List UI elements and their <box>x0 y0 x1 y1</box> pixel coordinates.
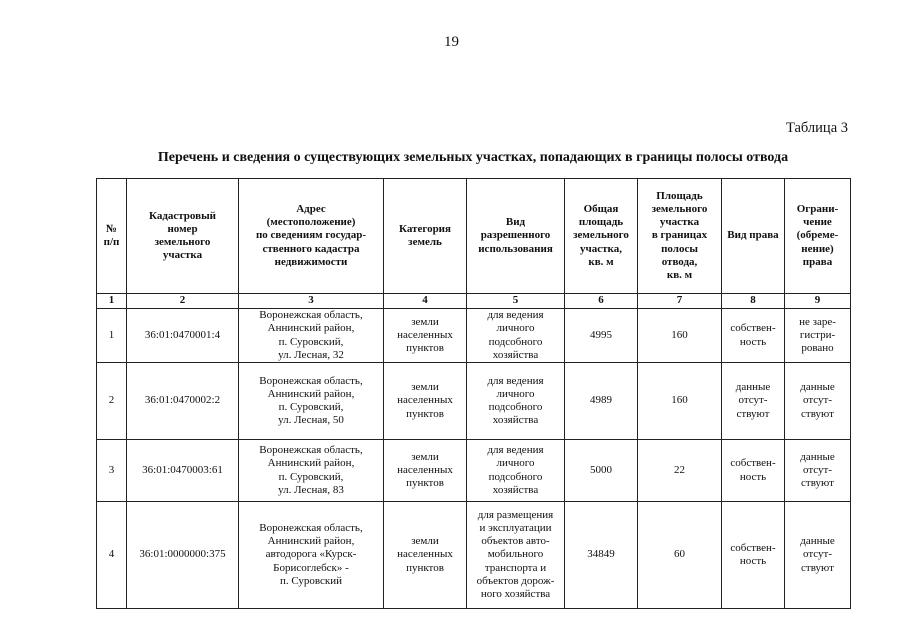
right-type: собствен- ность <box>722 440 785 502</box>
column-number: 2 <box>127 294 239 309</box>
table-header-row <box>97 179 851 294</box>
address: Воронежская область, Аннинский район, автодорога «Курск- Борисоглебск» - п. Суровский <box>239 502 384 609</box>
row-number: 4 <box>97 502 127 609</box>
total-area: 4995 <box>565 309 638 363</box>
permitted-use: для ведения личного подсобного хозяйства <box>467 363 565 440</box>
cadastral-number: 36:01:0000000:375 <box>127 502 239 609</box>
total-area: 34849 <box>565 502 638 609</box>
header-cell-total-area: Общая площадь земельного участка, кв. м <box>565 179 638 294</box>
restriction: не заре- гистри- ровано <box>785 309 851 363</box>
strip-area: 60 <box>638 502 722 609</box>
land-category: земли населенных пунктов <box>384 309 467 363</box>
land-category: земли населенных пунктов <box>384 363 467 440</box>
column-number: 4 <box>384 294 467 309</box>
header-cell-category: Категория земель <box>384 179 467 294</box>
header-cell-cadastral: Кадастровый номер земельного участка <box>127 179 239 294</box>
permitted-use: для ведения личного подсобного хозяйства <box>467 440 565 502</box>
column-number: 8 <box>722 294 785 309</box>
header-cell-use: Вид разрешенного использования <box>467 179 565 294</box>
row-number: 2 <box>97 363 127 440</box>
header-cell-strip-area: Площадь земельного участка в границах полосы отвода, кв. м <box>638 179 722 294</box>
table-label: Таблица 3 <box>785 120 848 136</box>
table-row <box>97 309 851 363</box>
column-number: 9 <box>785 294 851 309</box>
header-cell-restriction: Ограни- чение (обреме- нение) права <box>785 179 851 294</box>
restriction: данные отсут- ствуют <box>785 363 851 440</box>
land-category: земли населенных пунктов <box>384 502 467 609</box>
header-cell-address: Адрес (местоположение) по сведениям государ- ственного кадастра недвижимости <box>239 179 384 294</box>
document-title: Перечень и сведения о существующих земельных участках, попадающих в границы полосы отвода <box>157 150 789 165</box>
restriction: данные отсут- ствуют <box>785 502 851 609</box>
permitted-use: для ведения личного подсобного хозяйства <box>467 309 565 363</box>
address: Воронежская область, Аннинский район, п. Суровский, ул. Лесная, 32 <box>239 309 384 363</box>
table-row <box>97 502 851 609</box>
right-type: собствен- ность <box>722 502 785 609</box>
restriction: данные отсут- ствуют <box>785 440 851 502</box>
table-row <box>97 440 851 502</box>
strip-area: 160 <box>638 363 722 440</box>
strip-area: 22 <box>638 440 722 502</box>
column-number-row <box>97 294 851 309</box>
column-number: 5 <box>467 294 565 309</box>
right-type: собствен- ность <box>722 309 785 363</box>
column-number: 7 <box>638 294 722 309</box>
right-type: данные отсут- ствуют <box>722 363 785 440</box>
strip-area: 160 <box>638 309 722 363</box>
header-cell-number: № п/п <box>97 179 127 294</box>
column-number: 6 <box>565 294 638 309</box>
column-number: 1 <box>97 294 127 309</box>
column-number: 3 <box>239 294 384 309</box>
land-plots-table <box>96 178 851 609</box>
page-number: 19 <box>444 34 459 50</box>
cadastral-number: 36:01:0470003:61 <box>127 440 239 502</box>
land-category: земли населенных пунктов <box>384 440 467 502</box>
total-area: 4989 <box>565 363 638 440</box>
total-area: 5000 <box>565 440 638 502</box>
table-row <box>97 363 851 440</box>
row-number: 1 <box>97 309 127 363</box>
cadastral-number: 36:01:0470002:2 <box>127 363 239 440</box>
row-number: 3 <box>97 440 127 502</box>
header-cell-right: Вид права <box>722 179 785 294</box>
cadastral-number: 36:01:0470001:4 <box>127 309 239 363</box>
address: Воронежская область, Аннинский район, п. Суровский, ул. Лесная, 50 <box>239 363 384 440</box>
address: Воронежская область, Аннинский район, п. Суровский, ул. Лесная, 83 <box>239 440 384 502</box>
permitted-use: для размещения и эксплуатации объектов авто- мобильного транспорта и объектов дорож- ного хозяйства <box>467 502 565 609</box>
